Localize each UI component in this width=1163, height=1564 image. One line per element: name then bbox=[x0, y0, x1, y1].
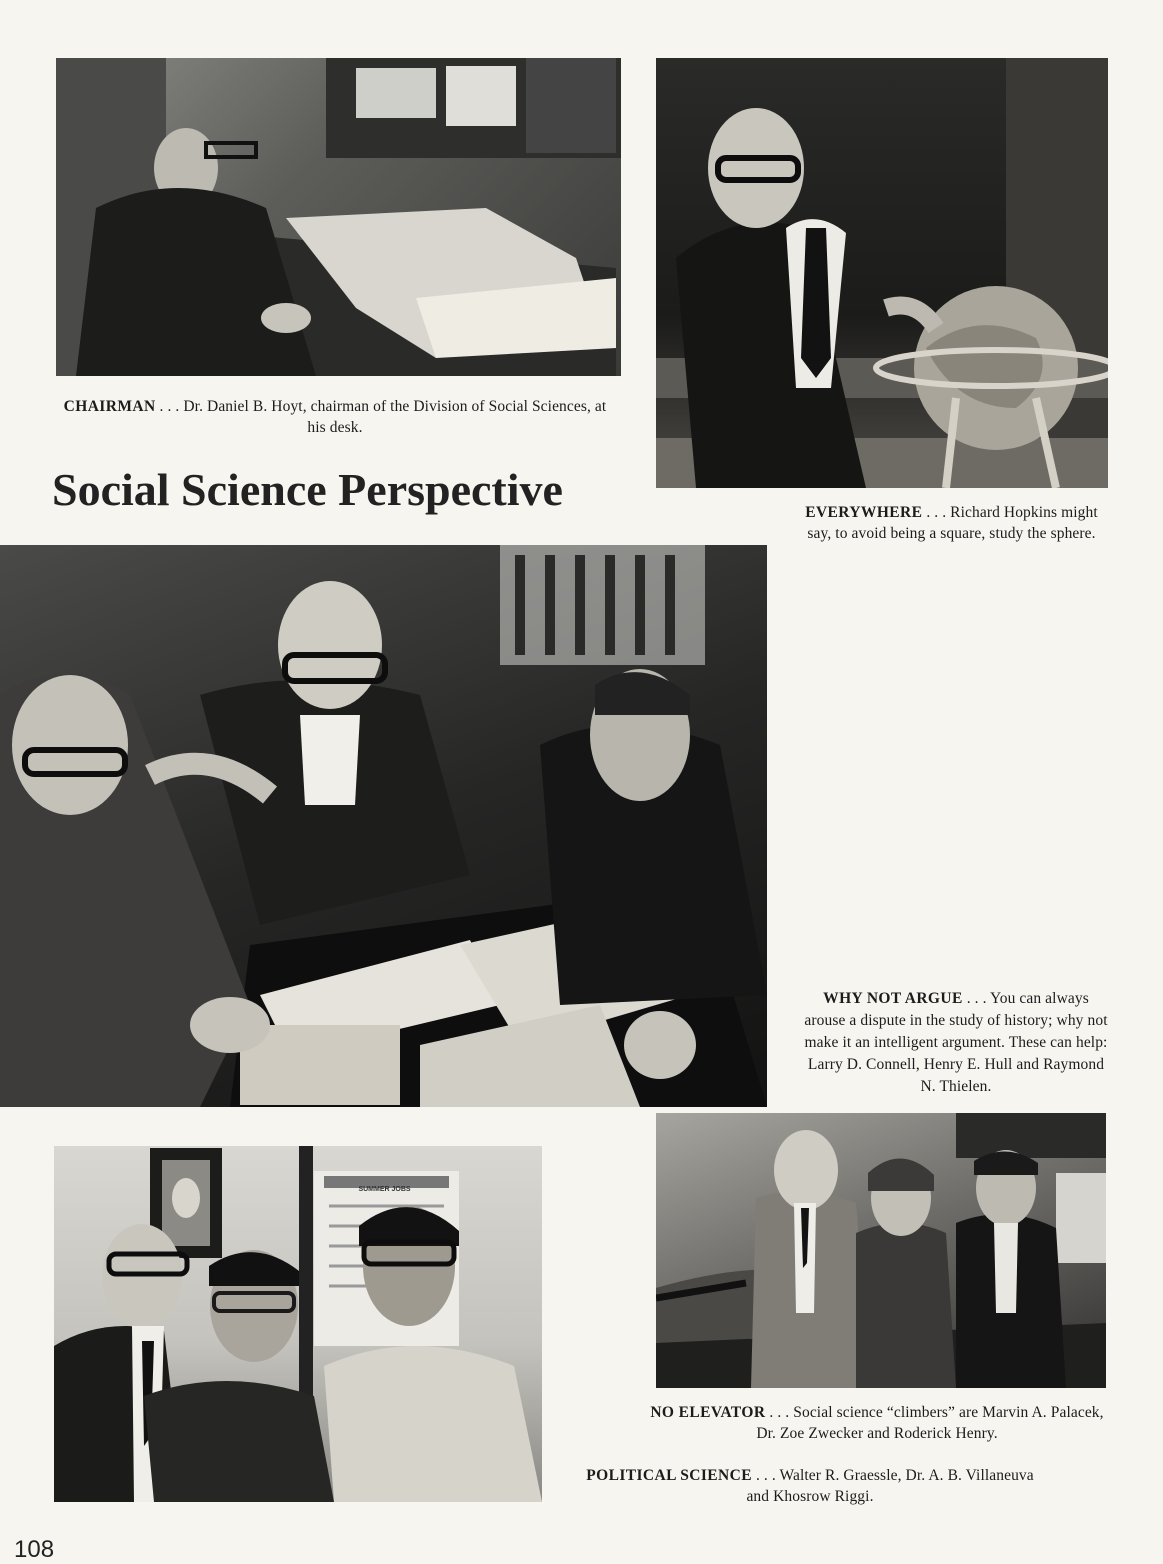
caption-political-science-text: . . . Walter R. Graessle, Dr. A. B. Villaneuva and Khosrow Riggi. bbox=[746, 1467, 1034, 1505]
caption-chairman-lead: CHAIRMAN bbox=[63, 398, 156, 415]
caption-chairman-text: . . . Dr. Daniel B. Hoyt, chairman of the Division of Social Sciences, at his desk. bbox=[155, 398, 607, 436]
caption-everywhere-lead: EVERYWHERE bbox=[805, 504, 923, 521]
photo-political-science bbox=[54, 1146, 542, 1502]
page-number: 108 bbox=[14, 1536, 55, 1563]
caption-chairman bbox=[54, 396, 616, 438]
caption-why-not-argue-text: . . . You can always arouse a dispute in the study of history; why not make it an intelligent argument. These can help: Larry D. Connell, Henry E. Hull and Raymond N. Thielen. bbox=[804, 990, 1108, 1095]
caption-why-not-argue bbox=[803, 988, 1109, 1098]
caption-why-not-argue-lead: WHY NOT ARGUE bbox=[823, 990, 963, 1007]
photo-chairman-at-desk bbox=[56, 58, 621, 376]
photo-stair-climbers bbox=[656, 1113, 1106, 1388]
caption-everywhere bbox=[800, 502, 1103, 544]
photo-globe bbox=[656, 58, 1108, 488]
caption-no-elevator bbox=[648, 1402, 1106, 1444]
caption-no-elevator-text: . . . Social science “climbers” are Marvin A. Palacek, Dr. Zoe Zwecker and Roderick Henry. bbox=[756, 1404, 1104, 1442]
caption-no-elevator-lead: NO ELEVATOR bbox=[650, 1404, 766, 1421]
page-headline: Social Science Perspective bbox=[52, 464, 563, 515]
caption-political-science-lead: POLITICAL SCIENCE bbox=[586, 1467, 752, 1484]
poster-headline: SUMMER JOBS bbox=[358, 1186, 411, 1193]
photo-history-discussion bbox=[0, 545, 767, 1107]
caption-everywhere-text: . . . Richard Hopkins might say, to avoid being a square, study the sphere. bbox=[807, 504, 1098, 542]
caption-political-science bbox=[580, 1465, 1040, 1507]
